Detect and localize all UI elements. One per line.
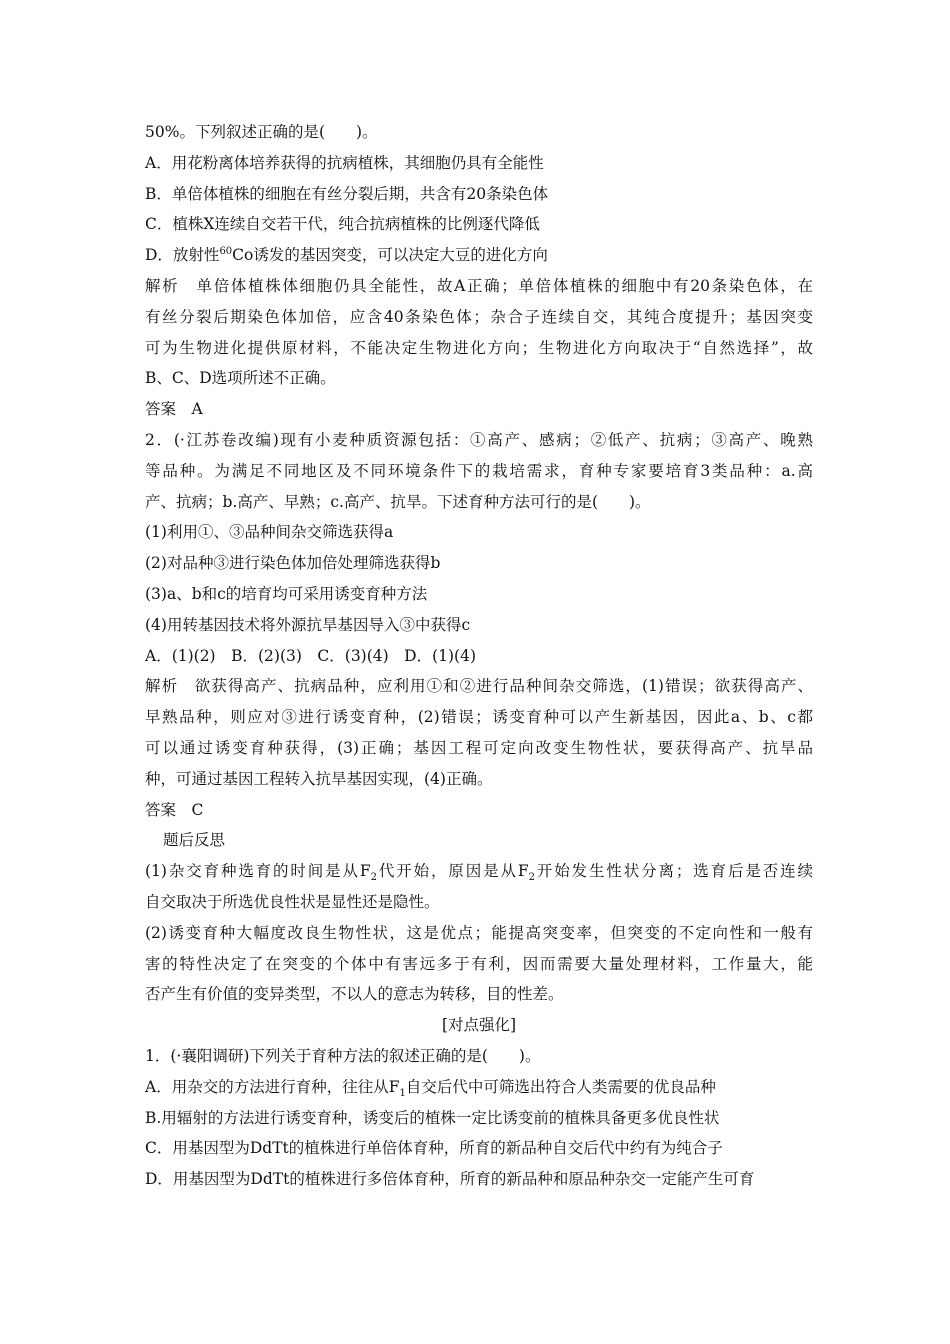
option-d (145, 240, 813, 271)
analysis-line: 早熟品种，则应对③进行诱变育种，(2)错误；诱变育种可以产生新基因，因此a、b、c都 (145, 708, 813, 727)
option-c: C．植株X连续自交若干代，纯合抗病植株的比例逐代降低 (145, 215, 540, 234)
analysis-line: 解析 欲获得高产、抗病品种，应利用①和②进行品种间杂交筛选，(1)错误；欲获得高产、 (145, 677, 813, 696)
option-b: B．单倍体植株的细胞在有丝分裂后期，共含有20条染色体 (145, 184, 549, 203)
analysis-line: 可为生物进化提供原材料，不能决定生物进化方向；生物进化方向取决于“自然选择”，故 (145, 338, 813, 357)
question-2-item: (2)对品种③进行染色体加倍处理筛选获得b (145, 554, 441, 573)
question-2-item: (3)a、b和c的培育均可采用诱变育种方法 (145, 584, 428, 603)
reflection-paragraph: 否产生有价值的变异类型，不以人的意志为转移，目的性差。 (145, 985, 564, 1004)
section-title: [对点强化] (441, 1016, 517, 1035)
isotope-mass-number: 60 (219, 246, 233, 258)
answer: 答案 C (145, 800, 204, 819)
question-2-stem: 等品种。为满足不同地区及不同环境条件下的栽培需求，育种专家要培育3类品种：a.高 (145, 461, 813, 480)
option-a: A．用花粉离体培养获得的抗病植株，其细胞仍具有全能性 (145, 153, 544, 172)
reflection-paragraph: 害的特性决定了在突变的个体中有害远多于有利，因而需要大量处理材料，工作量大，能 (145, 954, 813, 973)
reflection-title: 题后反思 (163, 831, 226, 850)
option-d-prefix: D．放射性 (145, 246, 220, 265)
analysis-line: 可以通过诱变育种获得，(3)正确；基因工程可定向改变生物性状，要获得高产、抗旱品 (145, 738, 813, 757)
question-2-stem: 2．(·江苏卷改编)现有小麦种质资源包括：①高产、感病；②低产、抗病；③高产、晚熟 (145, 430, 813, 449)
analysis-line: B、C、D选项所述不正确。 (145, 369, 336, 388)
question-2-item: (1)利用①、③品种间杂交筛选获得a (145, 523, 394, 542)
option-d: D．用基因型为DdTt的植株进行多倍体育种，所育的新品种和原品种杂交一定能产生可育 (145, 1170, 755, 1189)
question-2-stem: 产、抗病；b.高产、早熟；c.高产、抗旱。下述育种方法可行的是( )。 (145, 492, 651, 511)
reflection-paragraph: (1)杂交育种选育的时间是从$F_2$代开始，原因是从$F_2$开始发生性状分离；选育后是否连续 (145, 862, 813, 884)
answer: 答案 A (145, 400, 203, 419)
question-1-stem: 1．(·襄阳调研)下列关于育种方法的叙述正确的是( )。 (145, 1046, 541, 1065)
option-b: B.用辐射的方法进行诱变育种，诱变后的植株一定比诱变前的植株具备更多优良性状 (145, 1108, 720, 1127)
analysis-line: 有丝分裂后期染色体加倍，应含40条染色体；杂合子连续自交，其纯合度提升；基因突变 (145, 307, 813, 326)
analysis-line: 种，可通过基因工程转入抗旱基因实现，(4)正确。 (145, 769, 493, 788)
question-2-item: (4)用转基因技术将外源抗旱基因导入③中获得c (145, 615, 471, 634)
analysis-line: 解析 单倍体植株体细胞仍具全能性，故A正确；单倍体植株的细胞中有20条染色体，在 (145, 276, 813, 295)
question-2-choices: A．(1)(2) B．(2)(3) C．(3)(4) D．(1)(4) (145, 646, 477, 665)
option-c: C．用基因型为DdTt的植株进行单倍体育种，所育的新品种自交后代中约有为纯合子 (145, 1139, 723, 1158)
option-a: A．用杂交的方法进行育种，往往从$F_1$自交后代中可筛选出符合人类需要的优良品种 (145, 1077, 716, 1099)
question-stem-tail: 50%。下列叙述正确的是( )。 (145, 123, 378, 141)
reflection-paragraph: 自交取决于所选优良性状是显性还是隐性。 (145, 892, 440, 911)
reflection-paragraph: (2)诱变育种大幅度改良生物性状，这是优点；能提高突变率，但突变的不定向性和一般有 (145, 923, 813, 942)
document-body (145, 117, 813, 1195)
option-d-rest: Co诱发的基因突变，可以决定大豆的进化方向 (232, 246, 548, 265)
